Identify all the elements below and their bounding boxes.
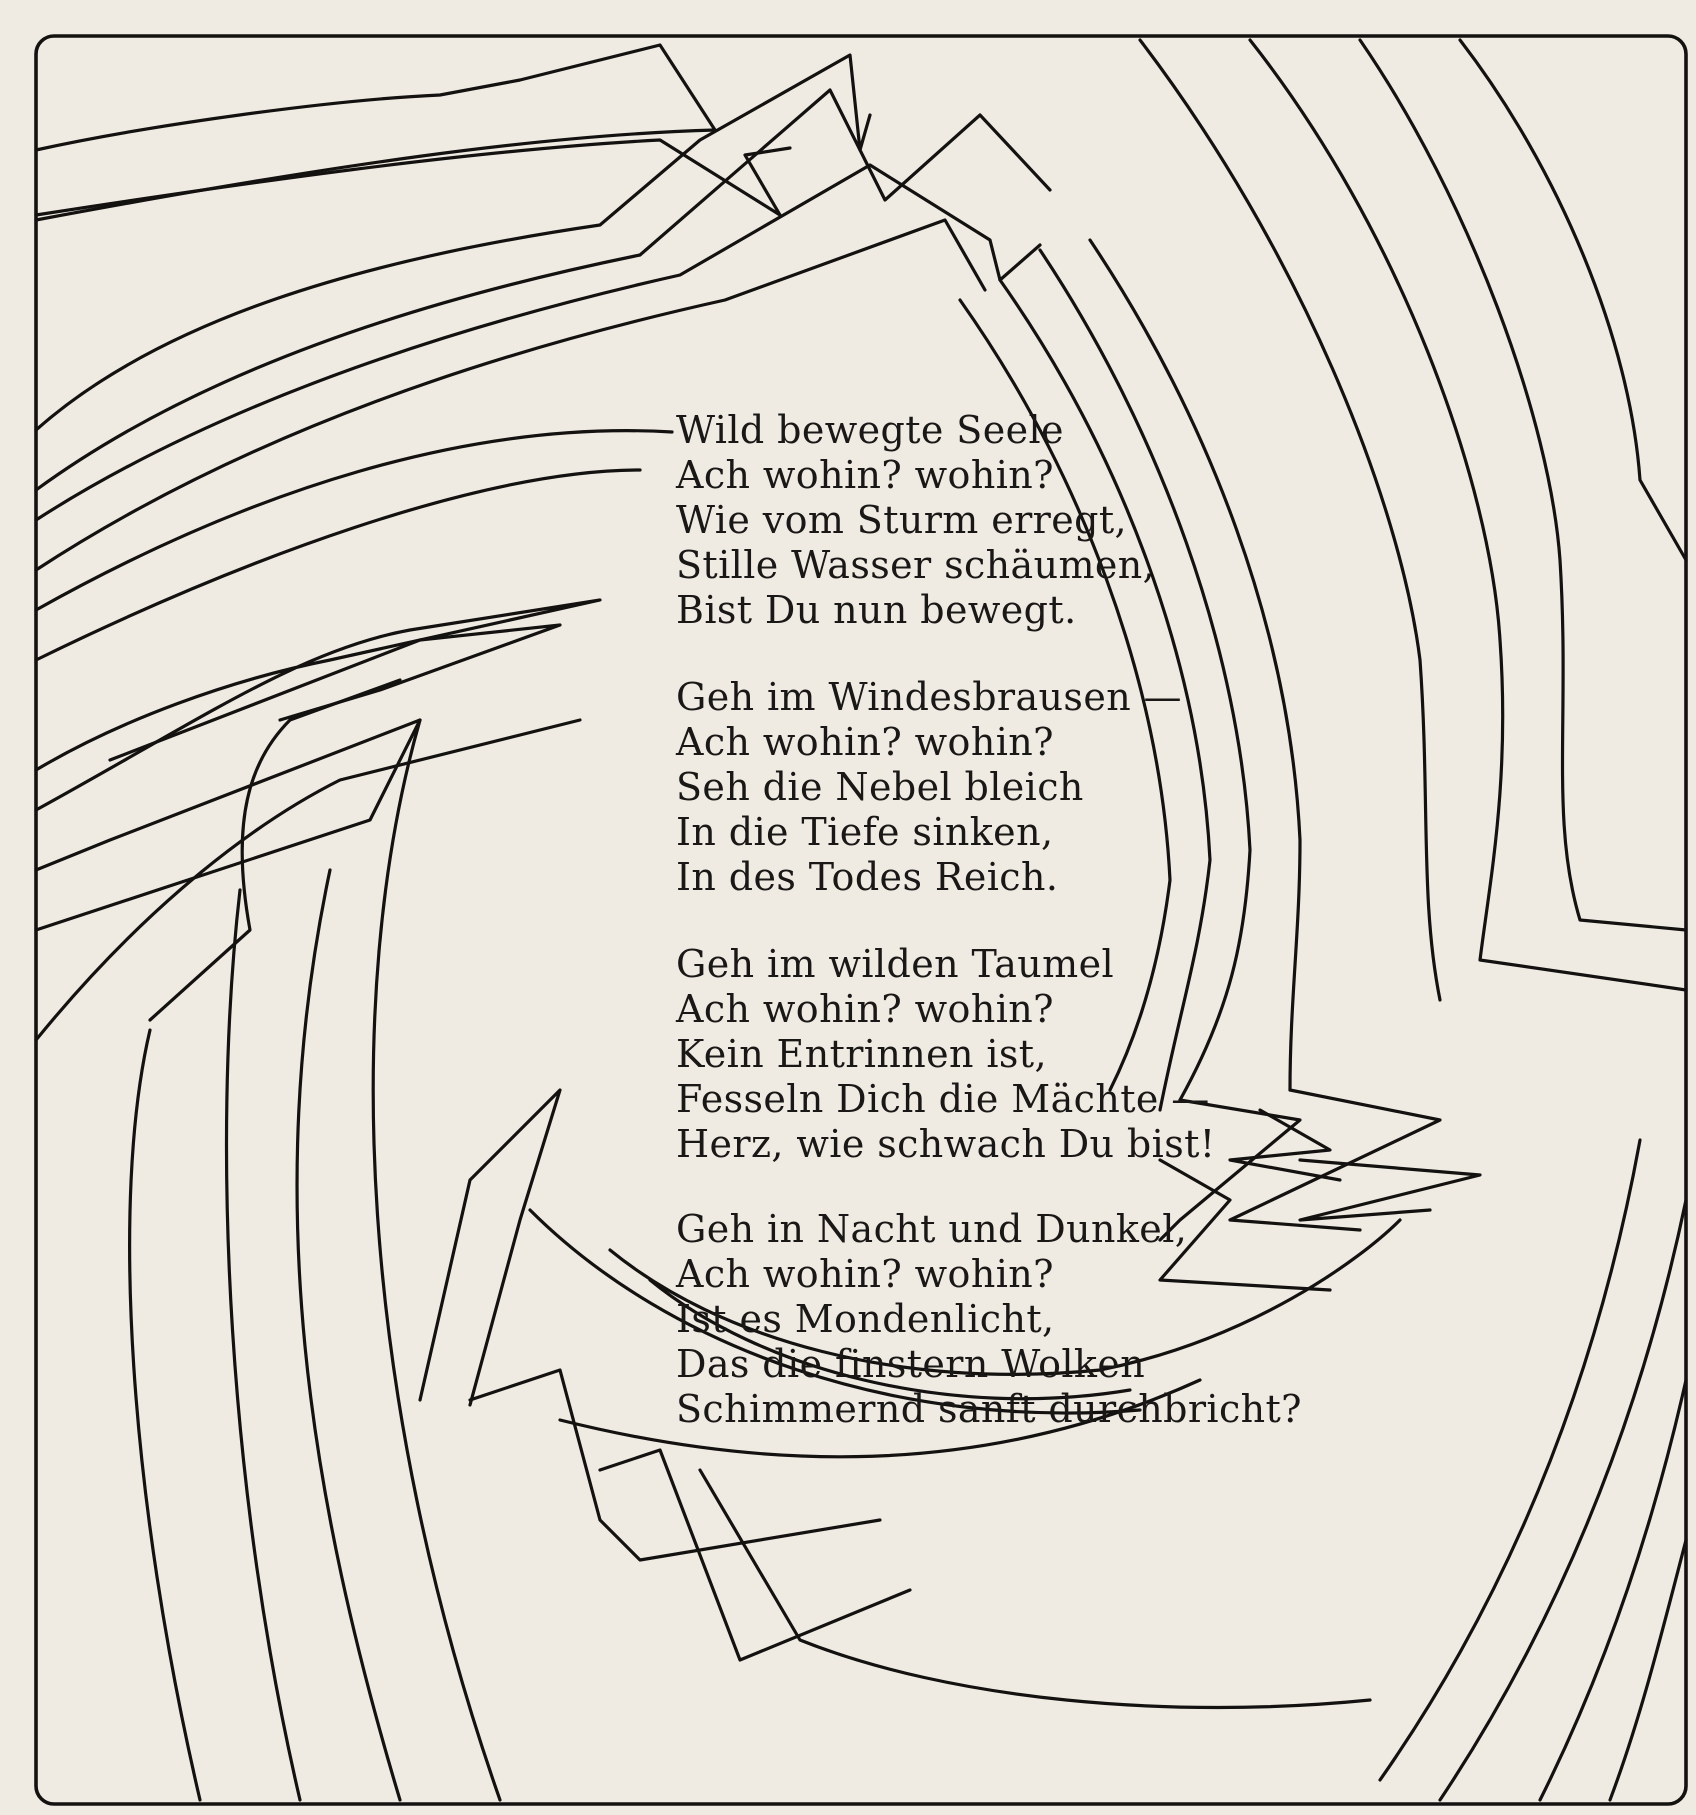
swirl-line (36, 431, 672, 610)
poem-line: Ach wohin? wohin? (676, 1252, 1054, 1296)
poem-line: Wie vom Sturm erregt, (676, 498, 1128, 542)
poem-line: Geh im Windesbrausen — (676, 675, 1182, 719)
poem-line: Stille Wasser schäumen, (676, 543, 1156, 587)
poem-line: Bist Du nun bewegt. (676, 588, 1077, 632)
poem-line: Ach wohin? wohin? (676, 987, 1054, 1031)
swirl-line (36, 45, 715, 220)
poem-line: Seh die Nebel bleich (676, 765, 1084, 809)
swirl-line (130, 1030, 200, 1800)
poem-line: In des Todes Reich. (676, 855, 1059, 899)
swirl-line (36, 600, 600, 810)
swirl-line (1440, 1200, 1686, 1800)
stanza (676, 675, 1376, 900)
swirl-line (600, 1450, 910, 1660)
poem-line: Ach wohin? wohin? (676, 453, 1054, 497)
swirl-line (1360, 40, 1686, 930)
swirl-line (36, 720, 420, 930)
swirl-line (36, 140, 790, 215)
stanza (676, 408, 1376, 633)
swirl-line (110, 625, 560, 760)
poem-line: Schimmernd sanft durchbricht? (676, 1387, 1302, 1431)
poem-line: Ach wohin? wohin? (676, 720, 1054, 764)
poem-line: Das die finstern Wolken (676, 1342, 1146, 1386)
swirl-line (227, 890, 301, 1800)
poem-line: Geh im wilden Taumel (676, 942, 1115, 986)
swirl-line (36, 470, 640, 660)
poem-line: Ist es Mondenlicht, (676, 1297, 1055, 1341)
poem-text (676, 408, 1376, 1474)
poem-line: In die Tiefe sinken, (676, 810, 1054, 854)
poem-line: Geh in Nacht und Dunkel, (676, 1207, 1188, 1251)
swirl-line (1610, 1540, 1686, 1800)
stanza (676, 942, 1376, 1167)
swirl-line (700, 1470, 1370, 1708)
stanza (676, 1207, 1376, 1432)
poem-line: Fesseln Dich die Mächte — (676, 1077, 1210, 1121)
swirl-line (420, 1090, 560, 1405)
swirl-line (1540, 1380, 1686, 1800)
poem-line: Herz, wie schwach Du bist! (676, 1122, 1216, 1166)
poem-line: Kein Entrinnen ist, (676, 1032, 1047, 1076)
swirl-line (297, 870, 400, 1800)
poem-line: Wild bewegte Seele (676, 408, 1064, 452)
swirl-line (373, 720, 500, 1800)
